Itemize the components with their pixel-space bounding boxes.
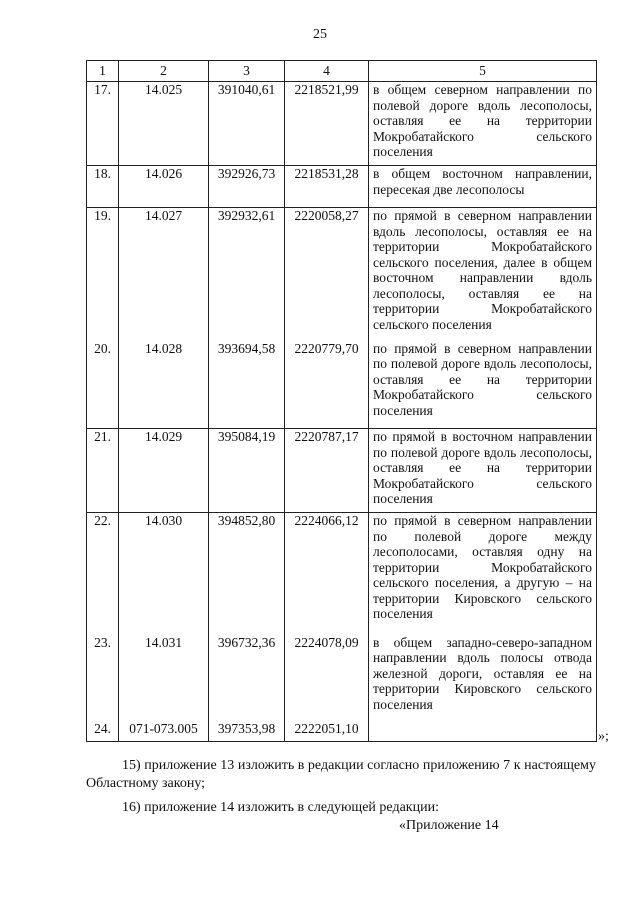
- table-row: [87, 341, 597, 429]
- point-id: 14.026: [119, 166, 209, 208]
- point-id: 071-073.005: [119, 721, 209, 742]
- coord-y: 2224066,12: [285, 513, 369, 635]
- boundary-description: по прямой в северном направлении по полевой дороге между лесополосами, оставляя одну на территории Мокробатайского сельского поселения, а другую – на территории Кировского сельского поселения: [369, 513, 597, 635]
- point-id: 14.027: [119, 208, 209, 341]
- coord-x: 392926,73: [209, 166, 285, 208]
- coord-y: 2218531,28: [285, 166, 369, 208]
- boundary-description: в общем западно-северо-западном направлении вдоль полосы отвода железной дороги, оставляя ее на территории Кировского сельского поселения: [369, 635, 597, 721]
- coord-x: 392932,61: [209, 208, 285, 341]
- coord-y: 2220779,70: [285, 341, 369, 429]
- header-col-2: 2: [119, 61, 209, 82]
- table-row: [87, 166, 597, 208]
- header-col-4: 4: [285, 61, 369, 82]
- row-number: 18.: [87, 166, 119, 208]
- boundary-description: по прямой в северном направлении вдоль лесополосы, оставляя ее на территории Мокробатайского сельского поселения, далее в общем восточном направлении вдоль лесополосы, оставляя ее на территории Мокробатайского сельского поселения: [369, 208, 597, 341]
- point-id: 14.029: [119, 429, 209, 513]
- coord-y: 2222051,10: [285, 721, 369, 742]
- row-number: 21.: [87, 429, 119, 513]
- point-id: 14.030: [119, 513, 209, 635]
- coord-x: 393694,58: [209, 341, 285, 429]
- header-col-1: 1: [87, 61, 119, 82]
- coord-y: 2220058,27: [285, 208, 369, 341]
- closing-quote-mark: »;: [598, 729, 609, 744]
- header-col-3: 3: [209, 61, 285, 82]
- table-row: [87, 82, 597, 166]
- boundary-description: в общем северном направлении по полевой дороге вдоль лесополосы, оставляя ее на территории Мокробатайского сельского поселения: [369, 82, 597, 166]
- coord-x: 391040,61: [209, 82, 285, 166]
- coord-y: 2224078,09: [285, 635, 369, 721]
- table-row: [87, 513, 597, 635]
- paragraph-item-16: 16) приложение 14 изложить в следующей редакции:: [122, 800, 439, 815]
- row-number: 22.: [87, 513, 119, 635]
- row-number: 20.: [87, 341, 119, 429]
- table-header-row: [87, 61, 597, 82]
- row-number: 19.: [87, 208, 119, 341]
- coord-x: 397353,98: [209, 721, 285, 742]
- row-number: 24.: [87, 721, 119, 742]
- coord-x: 395084,19: [209, 429, 285, 513]
- row-number: 23.: [87, 635, 119, 721]
- page-number: 25: [313, 27, 327, 42]
- coordinates-table: [86, 60, 597, 742]
- table-row: [87, 721, 597, 742]
- header-col-5: 5: [369, 61, 597, 82]
- table-row: [87, 635, 597, 721]
- boundary-description: [369, 721, 597, 742]
- coord-x: 396732,36: [209, 635, 285, 721]
- appendix-heading: «Приложение 14: [399, 818, 499, 833]
- coord-y: 2218521,99: [285, 82, 369, 166]
- table-row: [87, 208, 597, 341]
- boundary-description: в общем восточном направлении, пересекая две лесополосы: [369, 166, 597, 208]
- boundary-description: по прямой в восточном направлении по полевой дороге вдоль лесополосы, оставляя ее на территории Мокробатайского сельского поселения: [369, 429, 597, 513]
- boundary-description: по прямой в северном направлении по полевой дороге вдоль лесополосы, оставляя ее на территории Мокробатайского сельского поселения: [369, 341, 597, 429]
- point-id: 14.025: [119, 82, 209, 166]
- point-id: 14.031: [119, 635, 209, 721]
- point-id: 14.028: [119, 341, 209, 429]
- row-number: 17.: [87, 82, 119, 166]
- coord-x: 394852,80: [209, 513, 285, 635]
- coord-y: 2220787,17: [285, 429, 369, 513]
- paragraph-item-15: 15) приложение 13 изложить в редакции согласно приложению 7 к настоящему Областному закону;: [86, 758, 596, 791]
- table-row: [87, 429, 597, 513]
